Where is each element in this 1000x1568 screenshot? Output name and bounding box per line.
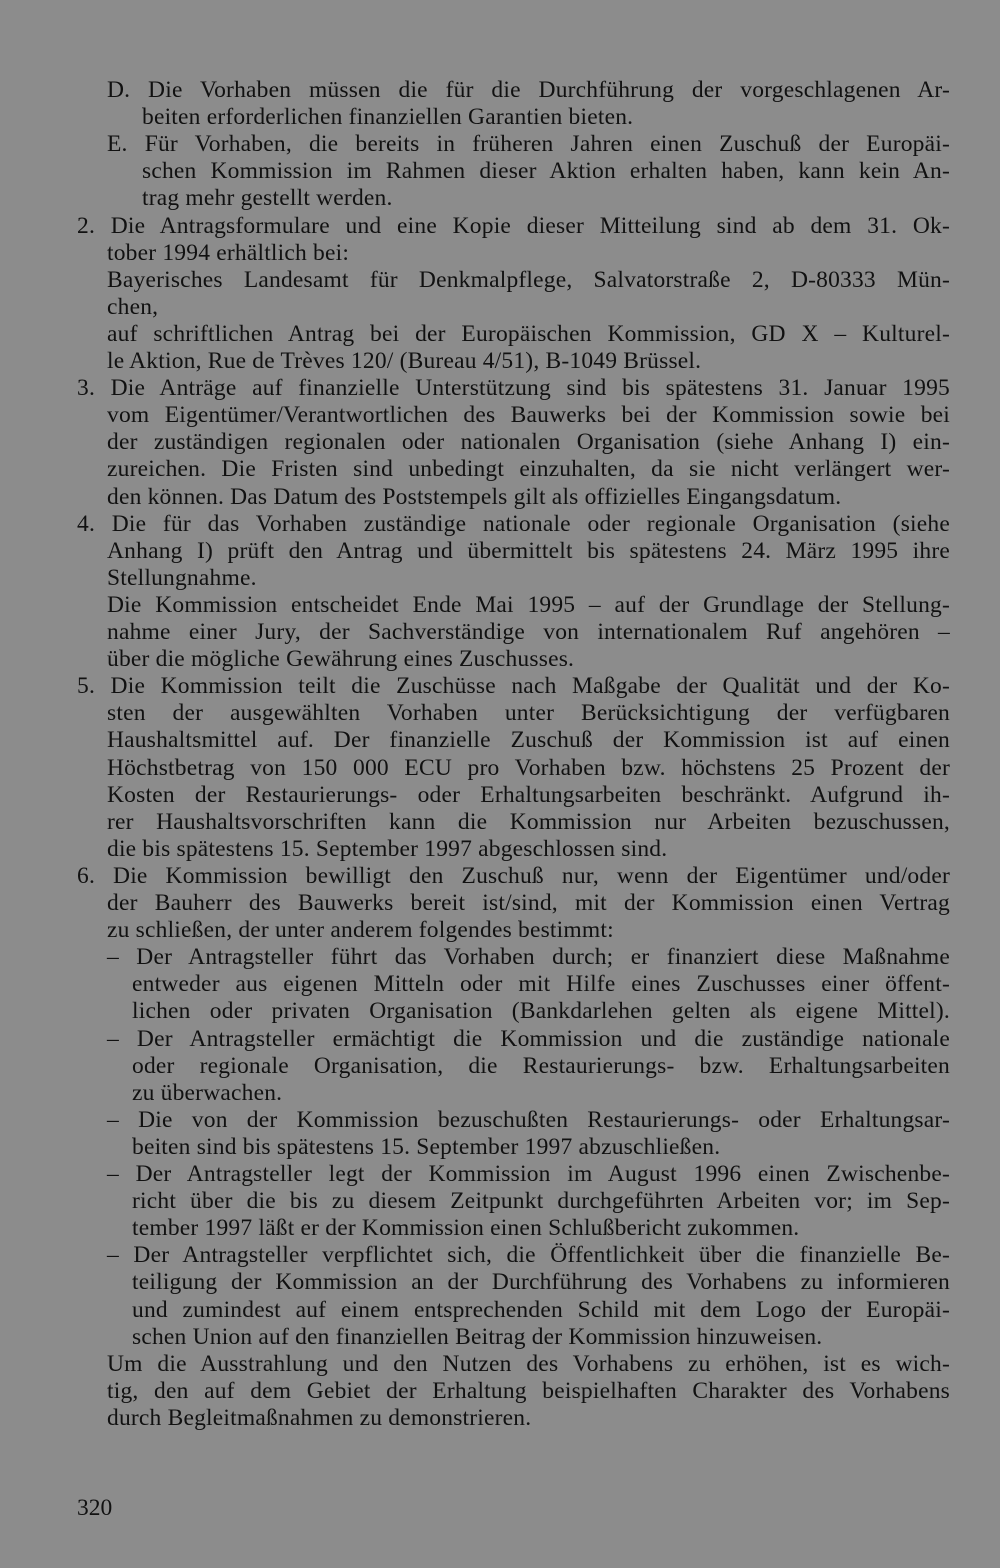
text-line: Kosten der Restaurierungs- oder Erhaltungsarbeiten beschränkt. Aufgrund ih- xyxy=(107,782,950,808)
text-line: 2. Die Antragsformulare und eine Kopie dieser Mitteilung sind ab dem 31. Ok- xyxy=(77,213,950,239)
text-line: beiten erforderlichen finanziellen Garantien bieten. xyxy=(142,104,634,130)
text-line: tig, den auf dem Gebiet der Erhaltung beispielhaften Charakter des Vorhabens xyxy=(107,1378,950,1404)
text-line: die bis spätestens 15. September 1997 abgeschlossen sind. xyxy=(107,836,668,862)
text-line: tember 1997 läßt er der Kommission einen Schlußbericht zukommen. xyxy=(132,1215,800,1241)
page-number: 320 xyxy=(77,1495,113,1521)
text-line: 4. Die für das Vorhaben zuständige nationale oder regionale Organisation (siehe xyxy=(77,511,950,537)
text-line: zu schließen, der unter anderem folgendes bestimmt: xyxy=(107,917,614,943)
text-line: Anhang I) prüft den Antrag und übermittelt bis spätestens 24. März 1995 ihre xyxy=(107,538,950,564)
text-line: – Der Antragsteller verpflichtet sich, die Öffentlichkeit über die finanzielle Be- xyxy=(107,1242,950,1268)
text-line: der zuständigen regionalen oder nationalen Organisation (siehe Anhang I) ein- xyxy=(107,429,950,455)
text-line: trag mehr gestellt werden. xyxy=(142,185,393,211)
text-line: Höchstbetrag von 150 000 ECU pro Vorhaben bzw. höchstens 25 Prozent der xyxy=(107,755,950,781)
text-line: Um die Ausstrahlung und den Nutzen des Vorhabens zu erhöhen, ist es wich- xyxy=(107,1351,950,1377)
text-line: Stellungnahme. xyxy=(107,565,257,591)
text-line: teiligung der Kommission an der Durchführung des Vorhabens zu informieren xyxy=(132,1269,950,1295)
text-line: 6. Die Kommission bewilligt den Zuschuß nur, wenn der Eigentümer und/oder xyxy=(77,863,950,889)
text-line: chen, xyxy=(107,294,159,320)
text-line: nahme einer Jury, der Sachverständige von internationalem Ruf angehören – xyxy=(107,619,950,645)
text-line: oder regionale Organisation, die Restaurierungs- bzw. Erhaltungsarbeiten xyxy=(132,1053,950,1079)
text-line: über die mögliche Gewährung eines Zuschusses. xyxy=(107,646,575,672)
text-line: entweder aus eigenen Mitteln oder mit Hilfe eines Zuschusses einer öffent- xyxy=(132,971,950,997)
text-line: durch Begleitmaßnahmen zu demonstrieren. xyxy=(107,1405,532,1431)
text-line: 3. Die Anträge auf finanzielle Unterstützung sind bis spätestens 31. Januar 1995 xyxy=(77,375,950,401)
text-line: richt über die bis zu diesem Zeitpunkt durchgeführten Arbeiten vor; im Sep- xyxy=(132,1188,950,1214)
text-line: sten der ausgewählten Vorhaben unter Berücksichtigung der verfügbaren xyxy=(107,700,950,726)
text-line: D. Die Vorhaben müssen die für die Durchführung der vorgeschlagenen Ar- xyxy=(107,77,950,103)
text-line: der Bauherr des Bauwerks bereit ist/sind, mit der Kommission einen Vertrag xyxy=(107,890,950,916)
text-line: zu überwachen. xyxy=(132,1080,283,1106)
text-line: Die Kommission entscheidet Ende Mai 1995 – auf der Grundlage der Stellung- xyxy=(107,592,950,618)
text-line: – Der Antragsteller legt der Kommission im August 1996 einen Zwischenbe- xyxy=(107,1161,950,1187)
text-line: tober 1994 erhältlich bei: xyxy=(107,240,350,266)
text-line: vom Eigentümer/Verantwortlichen des Bauwerks bei der Kommission sowie bei xyxy=(107,402,950,428)
text-line: zureichen. Die Fristen sind unbedingt einzuhalten, da sie nicht verlängert wer- xyxy=(107,456,950,482)
text-line: 5. Die Kommission teilt die Zuschüsse nach Maßgabe der Qualität und der Ko- xyxy=(77,673,950,699)
text-line: – Die von der Kommission bezuschußten Restaurierungs- oder Erhaltungsar- xyxy=(107,1107,950,1133)
text-line: schen Kommission im Rahmen dieser Aktion erhalten haben, kann kein An- xyxy=(142,158,950,184)
text-line: – Der Antragsteller ermächtigt die Kommission und die zuständige nationale xyxy=(107,1026,950,1052)
text-line: auf schriftlichen Antrag bei der Europäischen Kommission, GD X – Kulturel- xyxy=(107,321,950,347)
text-line: – Der Antragsteller führt das Vorhaben durch; er finanziert diese Maßnahme xyxy=(107,944,950,970)
text-line: E. Für Vorhaben, die bereits in früheren Jahren einen Zuschuß der Europäi- xyxy=(107,131,950,157)
text-line: Haushaltsmittel auf. Der finanzielle Zuschuß der Kommission ist auf einen xyxy=(107,727,950,753)
text-line: rer Haushaltsvorschriften kann die Kommission nur Arbeiten bezuschussen, xyxy=(107,809,950,835)
text-line: schen Union auf den finanziellen Beitrag der Kommission hinzuweisen. xyxy=(132,1324,823,1350)
text-line: le Aktion, Rue de Trèves 120/ (Bureau 4/51), B-1049 Brüssel. xyxy=(107,348,702,374)
text-line: den können. Das Datum des Poststempels gilt als offizielles Eingangsdatum. xyxy=(107,484,842,510)
text-line: lichen oder privaten Organisation (Bankdarlehen gelten als eigene Mittel). xyxy=(132,998,950,1024)
text-line: Bayerisches Landesamt für Denkmalpflege, Salvatorstraße 2, D-80333 Mün- xyxy=(107,267,950,293)
text-line: und zumindest auf einem entsprechenden Schild mit dem Logo der Europäi- xyxy=(132,1297,950,1323)
text-line: beiten sind bis spätestens 15. September 1997 abzuschließen. xyxy=(132,1134,721,1160)
